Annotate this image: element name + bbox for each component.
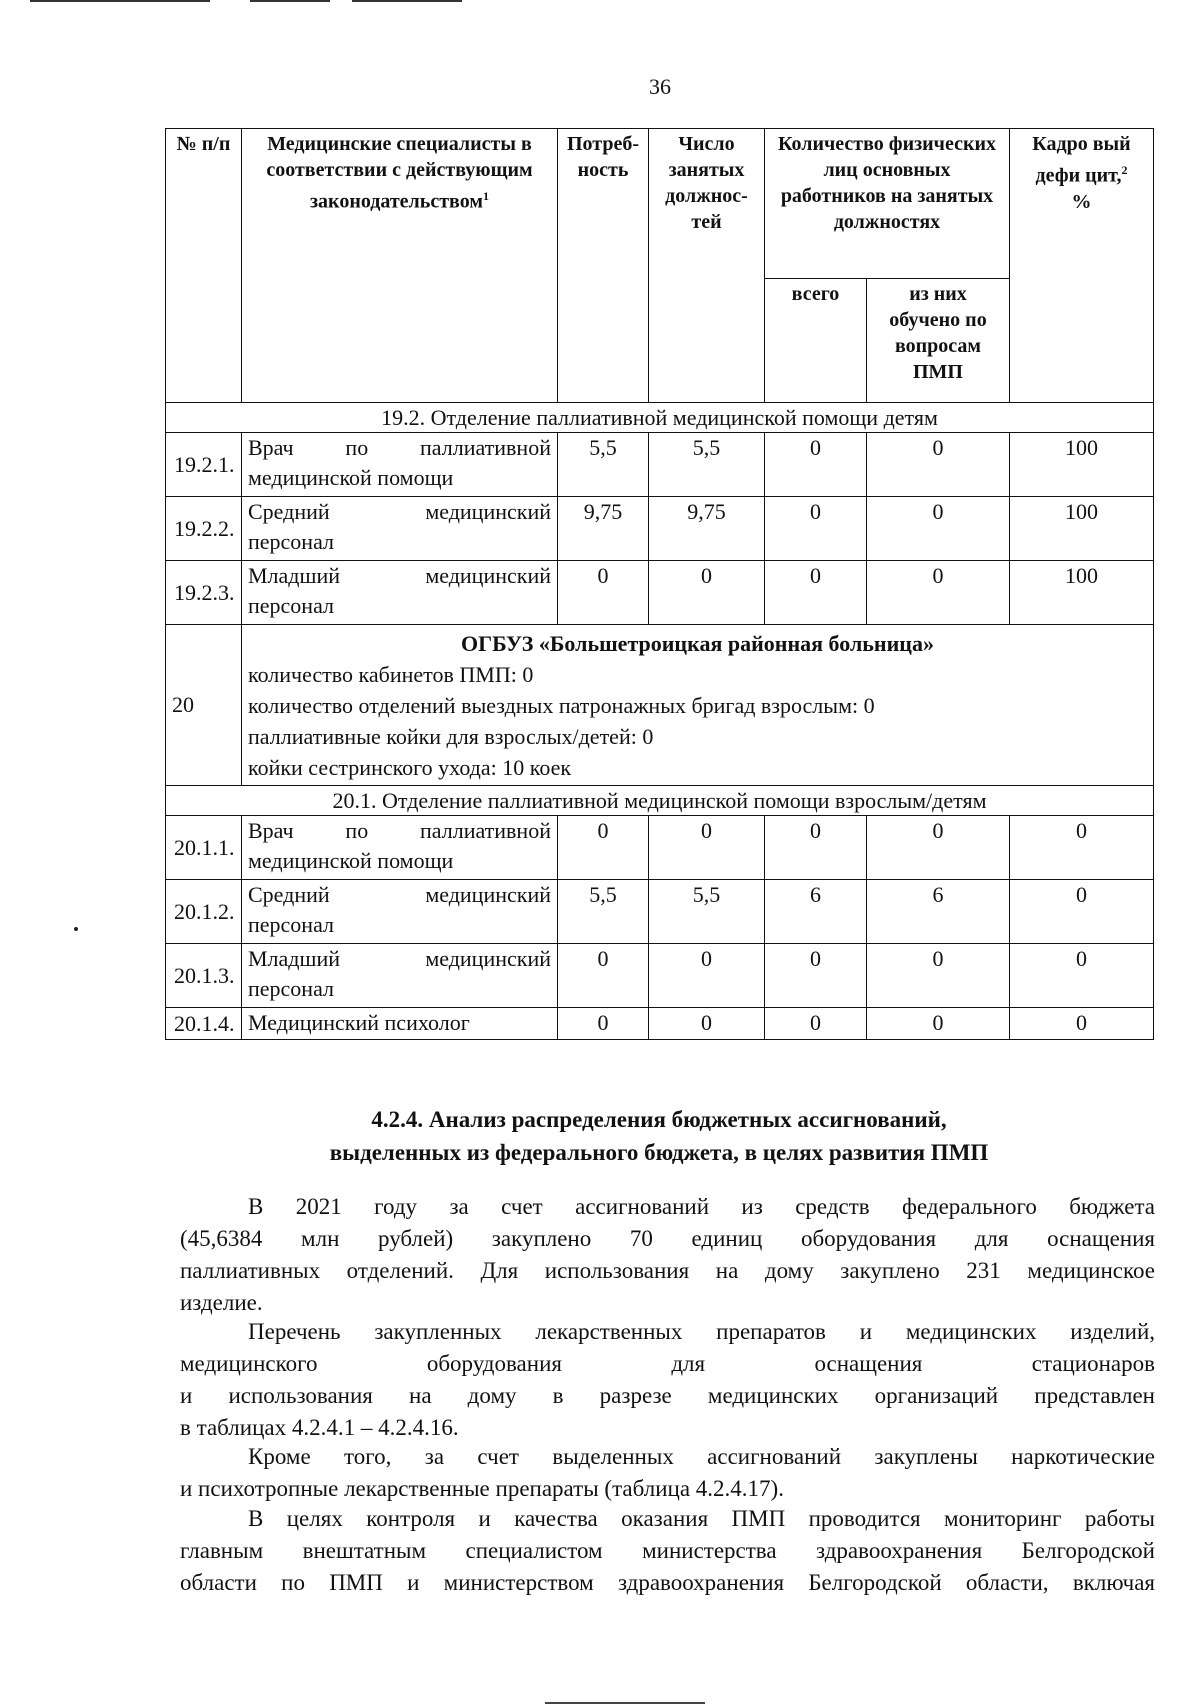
paragraph-3: Кроме того, за счет выделенных ассигнований закуплены наркотические и психотропные лекарственные препараты (таблица 4.2.4.17). [180, 1444, 1155, 1501]
organization-title: ОГБУЗ «Большетроицкая районная больница» [461, 631, 934, 656]
header-need: Потреб-ность [558, 129, 649, 403]
specialist-name: Врач по паллиативной медицинской помощи [242, 433, 558, 497]
organization-info: ОГБУЗ «Большетроицкая районная больница» количество кабинетов ПМП: 0 количество отделений выездных патронажных бригад взрослым: 0 паллиативные койки для взрослых/детей: 0 койки сестринского ухода: 10 коек [242, 625, 1154, 786]
scan-edge-line [352, 0, 462, 2]
header-deficit: Кадро вый дефи цит,$^2$ % [1010, 129, 1154, 403]
page-number: 36 [649, 74, 671, 99]
scan-edge-line [30, 0, 210, 2]
table-row: 19.2.2. Средний медицинский персонал 9,75 9,75 0 0 100 [166, 497, 1154, 561]
scan-edge-line [545, 1702, 705, 1704]
scan-edge-line [250, 0, 330, 2]
specialist-name: Средний медицинский персонал [242, 497, 558, 561]
table-row: 19.2.1. Врач по паллиативной медицинской помощи 5,5 5,5 0 0 100 [166, 433, 1154, 497]
header-num: № п/п [166, 129, 242, 403]
staffing-table [165, 128, 1154, 1040]
table-row: 20.1.1. Врач по паллиативной медицинской помощи 0 0 0 0 0 [166, 816, 1154, 880]
header-trained: из них обучено по вопросам ПМП [867, 279, 1010, 403]
header-specialists: Медицинские специалисты в соответствии с действующим законодательством$^1$ [242, 129, 558, 403]
paragraph-2: Перечень закупленных лекарственных препаратов и медицинских изделий, медицинского оборудования для оснащения стационаров и использования на дому в разрезе медицинских организаций представлен в таблицах 4.2.4.1 – 4.2.4.16. [180, 1319, 1155, 1440]
specialist-name: Младший медицинский персонал [242, 944, 558, 1008]
header-individuals: Количество физических лиц основных работников на занятых должностях [765, 129, 1010, 279]
specialist-name: Медицинский психолог [242, 1008, 558, 1040]
section-row-19-2: 19.2. Отделение паллиативной медицинской помощи детям [166, 403, 1154, 433]
header-positions: Число занятых должнос-тей [649, 129, 765, 403]
table-row: 20.1.3. Младший медицинский персонал 0 0 0 0 0 [166, 944, 1154, 1008]
organization-row: 20 ОГБУЗ «Большетроицкая районная больница» количество кабинетов ПМП: 0 количество отделений выездных патронажных бригад взрослым: 0 паллиативные койки для взрослых/детей: 0 койки сестринского ухода: 10 коек [166, 625, 1154, 786]
table-row: 20.1.4. Медицинский психолог 0 0 0 0 0 [166, 1008, 1154, 1040]
specialist-name: Средний медицинский персонал [242, 880, 558, 944]
section-row-20-1: 20.1. Отделение паллиативной медицинской помощи взрослым/детям [166, 786, 1154, 816]
paragraph-4: В целях контроля и качества оказания ПМП проводится мониторинг работы главным внештатным специалистом министерства здравоохранения Белгородской области по ПМП и министерством здравоохранения Белгородской области, включая [180, 1506, 1155, 1595]
header-total: всего [765, 279, 867, 403]
scan-speck [74, 927, 78, 931]
specialist-name: Младший медицинский персонал [242, 561, 558, 625]
table-row: 20.1.2. Средний медицинский персонал 5,5 5,5 6 6 0 [166, 880, 1154, 944]
section-heading: 4.2.4. Анализ распределения бюджетных ассигнований, выделенных из федерального бюджета, в целях развития ПМП [329, 1107, 989, 1165]
paragraph-1: В 2021 году за счет ассигнований из средств федерального бюджета (45,6384 млн рублей) закуплено 70 единиц оборудования для оснащения паллиативных отделений. Для использования на дому закуплено 231 медицинское изделие. [180, 1194, 1155, 1315]
table-row: 19.2.3. Младший медицинский персонал 0 0 0 0 100 [166, 561, 1154, 625]
specialist-name: Врач по паллиативной медицинской помощи [242, 816, 558, 880]
